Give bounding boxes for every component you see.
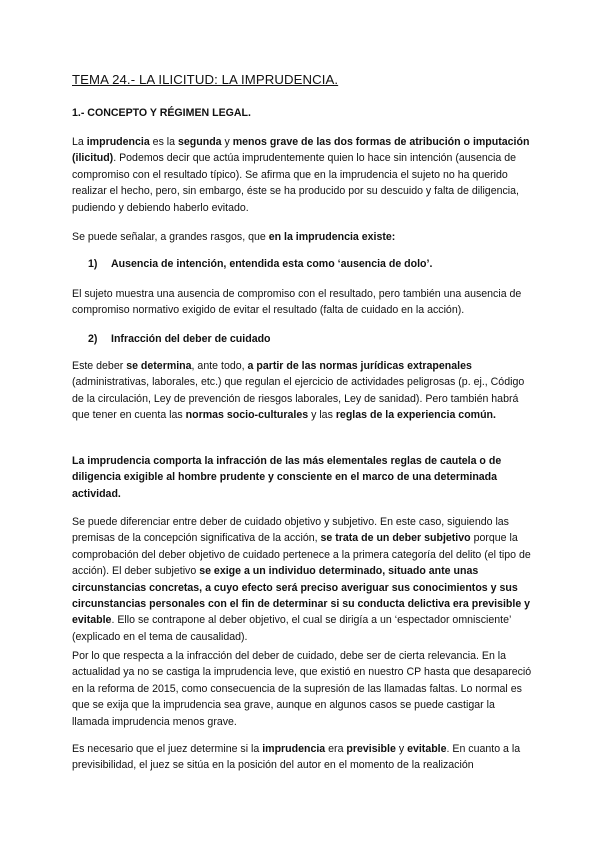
text-run: . Ello se contrapone al deber objetivo, el cual se dirigía a un ‘espectador omnisciente’ (explicado en el tema de causalidad). (72, 614, 511, 643)
bold-run: imprudencia (262, 743, 326, 755)
text-run: , ante todo, (191, 360, 248, 372)
item-number: 2) (88, 333, 98, 345)
paragraph-relevance: Por lo que respecta a la infracción del deber de cuidado, debe ser de cierta relevancia. En la actualidad ya no se castiga la imprudencia leve, que existió en nuestro CP hasta que desapareció en la reforma de 2015, como consecuencia de la supresión de las llamadas faltas. Lo normal es que se exija que la imprudencia sea grave, aunque en algunos casos se puede castigar la llamada imprudencia menos grave. (72, 650, 532, 728)
text-run: y (395, 743, 408, 755)
bold-run: imprudencia (86, 136, 150, 148)
text-run: y las (308, 409, 336, 422)
paragraph-duty-determination (72, 358, 532, 424)
text-run: (administrativas, laborales, etc.) que regulan el ejercicio de actividades peligrosas (p. ej., Código de la circulación, Ley de prevención de riesgos laborales, Ley de sanidad). Pero también habrá que tener en cuenta las (72, 376, 525, 422)
bold-run: reglas de la experiencia común. (335, 409, 496, 422)
bold-run: segunda (178, 136, 222, 148)
text-run: Este deber (72, 360, 127, 372)
bold-run: se determina (126, 360, 192, 372)
bold-run: se trata de un deber subjetivo (320, 532, 471, 545)
text-run: es la (149, 136, 178, 148)
text-run: . Podemos decir que actúa imprudentemente quien lo hace sin intención (ausencia de compromiso con el resultado típico). Se afirma que en la imprudencia el sujeto no ha querido realizar el hecho, pero, sin embargo, éste se ha producido por su descuido y falta de diligencia, pudiendo y debiendo haberlo evitado. (72, 152, 519, 214)
text-run: Es necesario que el juez determine si la (72, 743, 263, 755)
text-run: La (72, 136, 87, 148)
paragraph-bold-summary (72, 453, 532, 502)
paragraph-definition (72, 134, 532, 216)
paragraph-foreseeability (72, 741, 532, 774)
bold-run: en la imprudencia existe: (268, 231, 396, 243)
bold-run: se exige a un individuo determinado, situado ante unas circunstancias concretas, a cuyo efecto será preciso averiguar sus conocimientos y sus circunstancias personales con el fin de determinar si su conducta delictiva era previsible y evitable (72, 565, 531, 627)
text-run: Se puede señalar, a grandes rasgos, que (72, 231, 269, 243)
paragraph-features-intro (72, 229, 532, 245)
item-number: 1) (88, 258, 98, 270)
bold-run: normas socio-culturales (185, 409, 309, 422)
paragraph-subjective-duty (72, 514, 532, 645)
item-text: Ausencia de intención, entendida esta como ‘ausencia de dolo’. (111, 258, 433, 270)
bold-run: menos grave de las dos formas de atribución o imputación (ilicitud) (72, 136, 530, 165)
text-run: porque la comprobación del deber objetivo de cuidado pertenece a la primera categoría del delito (el tipo de acción). El deber subjetivo (72, 532, 531, 578)
section-heading: 1.- CONCEPTO Y RÉGIMEN LEGAL. (72, 107, 251, 119)
page-title: TEMA 24.- LA ILICITUD: LA IMPRUDENCIA. (72, 72, 339, 87)
text-run: y (221, 136, 233, 148)
text-run: . En cuanto a la previsibilidad, el juez se sitúa en la posición del autor en el momento de la realización (72, 743, 521, 772)
bold-run: La imprudencia comporta la infracción de las más elementales reglas de cautela o de diligencia exigible al hombre prudente y consciente en el marco de una determinada actividad. (72, 455, 502, 500)
bold-run: evitable (407, 743, 447, 755)
text-run: Se puede diferenciar entre deber de cuidado objetivo y subjetivo. En este caso, siguiendo las premisas de la concepción significativa de la acción, (72, 516, 509, 545)
numbered-item-2 (88, 333, 271, 345)
text-run: era (325, 743, 347, 755)
numbered-item-1 (88, 258, 432, 270)
bold-run: previsible (346, 743, 396, 755)
bold-run: a partir de las normas jurídicas extrapenales (247, 360, 472, 372)
item-text: Infracción del deber de cuidado (111, 333, 271, 345)
paragraph-absence-commitment: El sujeto muestra una ausencia de compromiso con el resultado, pero también una ausencia de compromiso normativo exigido de evitar el resultado (falta de cuidado en la acción). (72, 288, 522, 317)
